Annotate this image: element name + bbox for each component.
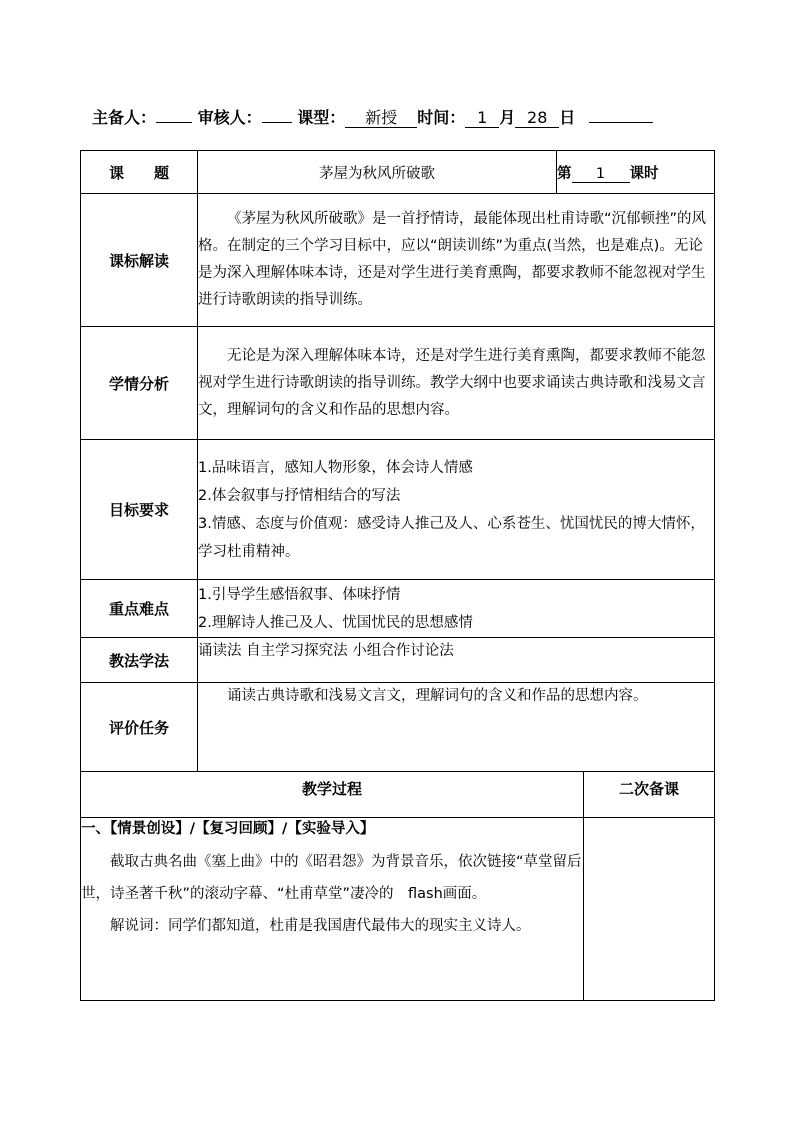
learner-analysis-row <box>81 327 715 440</box>
second-prep-label: 二次备课 <box>584 772 715 818</box>
standards-row <box>81 194 715 327</box>
standards-text: 《茅屋为秋风所破歌》是一首抒情诗，最能体现出杜甫诗歌“沉郁顿挫”的风格。在制定的三个学习目标中，应以“朗读训练”为重点(当然，也是难点)。无论是为深入理解体味本诗，还是对学生进行美育熏陶，都要求教师不能忽视对学生进行诗歌朗读的指导训练。 <box>198 194 715 327</box>
assessment-text: 诵读古典诗歌和浅易文言文，理解词句的含义和作品的思想内容。 <box>198 683 715 772</box>
time-label: 时间： <box>417 108 466 127</box>
period-value: 1 <box>572 166 630 183</box>
reviewer-label: 审核人： <box>197 108 262 127</box>
topic-row <box>81 151 715 194</box>
process-step-title: 一、【情景创设】/【复习回顾】/【实验导入】 <box>81 821 375 837</box>
key-points-label: 重点难点 <box>81 580 198 638</box>
second-prep-cell <box>584 818 715 1001</box>
trailing-blank <box>589 104 653 123</box>
day-value: 28 <box>515 109 559 128</box>
process-paragraph: 解说词：同学们都知道，杜甫是我国唐代最伟大的现实主义诗人。 <box>110 918 531 934</box>
process-header-row <box>81 772 715 818</box>
process-label: 教学过程 <box>81 772 584 818</box>
process-content <box>81 818 584 1001</box>
objectives-label: 目标要求 <box>81 440 198 580</box>
methods-text: 诵读法 自主学习探究法 小组合作讨论法 <box>198 638 715 683</box>
period-cell <box>557 151 715 194</box>
day-unit: 日 <box>559 108 576 127</box>
month-value: 1 <box>465 109 499 128</box>
assessment-label: 评价任务 <box>81 683 198 772</box>
standards-label: 课标解读 <box>81 194 198 327</box>
methods-label: 教法学法 <box>81 638 198 683</box>
type-label: 课型： <box>297 108 346 127</box>
key-points-content <box>198 580 715 638</box>
topic-label: 课 题 <box>81 151 198 194</box>
lesson-plan-table <box>80 150 715 1001</box>
assessment-row <box>81 683 715 772</box>
objectives-content <box>198 440 715 580</box>
learner-analysis-label: 学情分析 <box>81 327 198 440</box>
objective-item: 2.体会叙事与抒情相结合的写法 <box>198 487 401 504</box>
topic-value: 茅屋为秋风所破歌 <box>198 151 557 194</box>
key-point-item: 2.理解诗人推己及人、忧国忧民的思想感情 <box>198 614 473 631</box>
process-body-row <box>81 818 715 1001</box>
reviewer-blank <box>262 104 292 123</box>
month-unit: 月 <box>499 108 516 127</box>
objectives-row <box>81 440 715 580</box>
objective-item: 1.品味语言，感知人物形象，体会诗人情感 <box>198 459 473 476</box>
key-point-item: 1.引导学生感悟叙事、体味抒情 <box>198 586 401 603</box>
methods-row <box>81 638 715 683</box>
preparer-blank <box>156 104 192 123</box>
type-value: 新授 <box>345 109 417 128</box>
key-points-row <box>81 580 715 638</box>
period-suffix: 课时 <box>629 165 659 182</box>
learner-analysis-text: 无论是为深入理解体味本诗，还是对学生进行美育熏陶，都要求教师不能忽视对学生进行诗歌朗读的指导训练。教学大纲中也要求诵读古典诗歌和浅易文言文，理解词句的含义和作品的思想内容。 <box>198 327 715 440</box>
document-header <box>92 104 732 130</box>
preparer-label: 主备人： <box>92 108 157 127</box>
process-paragraph: 截取古典名曲《塞上曲》中的《昭君怨》为背景音乐，依次链接“草堂留后世，诗圣著千秋”的滚动字幕、“杜甫草堂”凄冷的 flash画面。 <box>81 854 582 902</box>
objective-item: 3.情感、态度与价值观：感受诗人推己及人、心系苍生、忧国忧民的博大情怀，学习杜甫精神。 <box>198 515 705 560</box>
period-prefix: 第 <box>557 165 572 182</box>
